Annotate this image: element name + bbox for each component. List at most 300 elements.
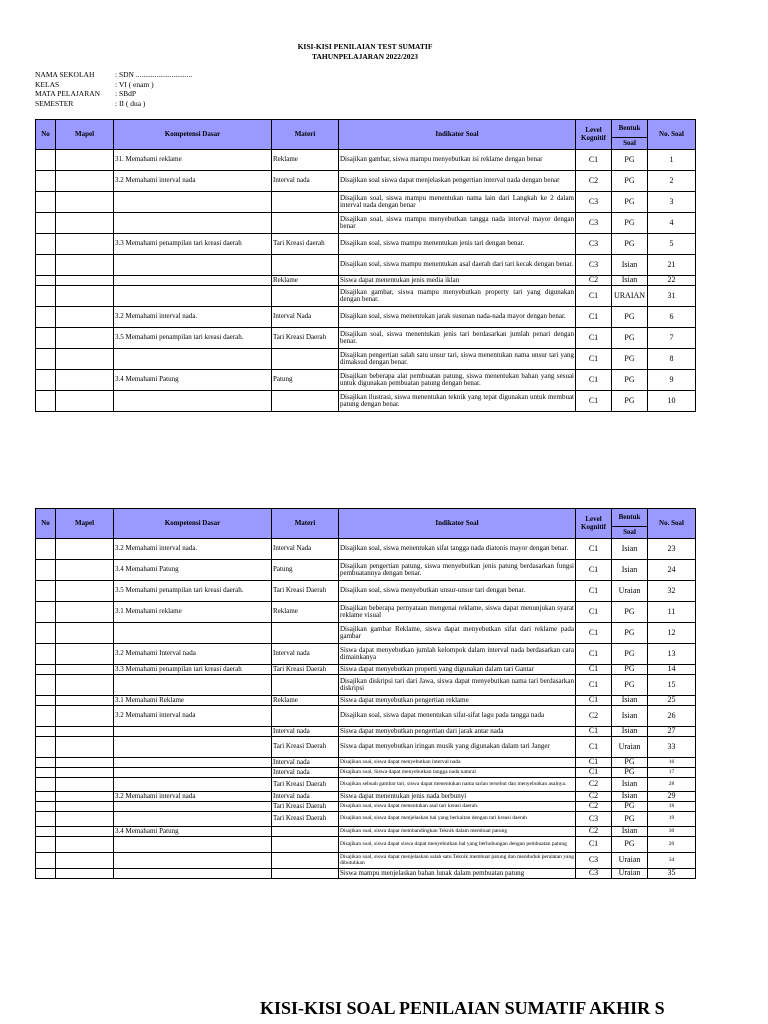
table-row: [36, 802, 696, 812]
indikator-cell: Disajikan gambar, siswa mampu menyebutkan property tari yang digunakan dengan benar.: [339, 286, 576, 307]
indikator-cell: Disajikan gambar Reklame, siswa dapat menyebutkan sifat dari reklame pada gambar: [339, 623, 576, 644]
kompetensi-dasar-cell: 3.2 Memahami interval nada.: [114, 539, 272, 560]
level-cell: C1: [576, 837, 612, 853]
materi-cell: Reklame: [272, 150, 339, 171]
mapel-cell: [56, 812, 114, 827]
kompetensi-dasar-cell: [114, 675, 272, 696]
materi-cell: Interval nada: [272, 644, 339, 665]
no-soal-cell: 2: [648, 171, 696, 192]
level-cell: C1: [576, 539, 612, 560]
bentuk-cell: Isian: [612, 792, 648, 802]
col-header-kompetensi-dasar: Kompetensi Dasar: [114, 509, 272, 539]
no-cell: [36, 276, 56, 286]
no-cell: [36, 768, 56, 778]
level-cell: C1: [576, 370, 612, 391]
mapel-cell: [56, 560, 114, 581]
level-cell: C3: [576, 213, 612, 234]
kompetensi-dasar-cell: [114, 869, 272, 879]
mapel-cell: [56, 869, 114, 879]
level-cell: C2: [576, 276, 612, 286]
materi-cell: [272, 213, 339, 234]
no-soal-cell: 9: [648, 370, 696, 391]
indikator-cell: Disajikan beberapa pernyataan mengenai reklame, siswa dapat menunjukan syarat reklame visual: [339, 602, 576, 623]
info-label: MATA PELAJARAN: [35, 89, 101, 99]
no-soal-cell: 7: [648, 328, 696, 349]
table-row: [36, 171, 696, 192]
indikator-cell: Disajikan soal, siswa dapat menjelaskan hal yang berkaitan dengan tari kreasi daerah: [339, 812, 576, 827]
info-value: : VI ( enam ): [115, 79, 154, 89]
kompetensi-dasar-cell: 3.1 Memahami reklame: [114, 602, 272, 623]
indikator-cell: Disajikan pengertian patung, siswa menyebutkan jenis patung berdasarkan fungsi pembuatannya dengan benar.: [339, 560, 576, 581]
table-row: [36, 213, 696, 234]
table-row: [36, 737, 696, 758]
kompetensi-dasar-cell: [114, 853, 272, 869]
table-row: [36, 581, 696, 602]
materi-cell: [272, 623, 339, 644]
materi-cell: [272, 349, 339, 370]
indikator-cell: Disajikan soal, siswa menentukan jenis tari berdasarkan jumlah penari dengan benar.: [339, 328, 576, 349]
mapel-cell: [56, 276, 114, 286]
no-soal-cell: 5: [648, 234, 696, 255]
bentuk-cell: Isian: [612, 727, 648, 737]
materi-cell: [272, 255, 339, 276]
kompetensi-dasar-cell: 3.4 Memahami Patung: [114, 827, 272, 837]
no-soal-cell: 10: [648, 391, 696, 412]
indikator-cell: Disajikan soal, siswa dapat menyebutkan interval nada: [339, 758, 576, 768]
indikator-cell: Disajikan soal siswa dapat menjelaskan pengertian interval nada dengan benar: [339, 171, 576, 192]
indikator-cell: Disajikan beberapa alat pembuatan patung, siswa menentukan bahan yang sesuai untuk digunakan pembuatan patung dengan benar.: [339, 370, 576, 391]
materi-cell: Reklame: [272, 602, 339, 623]
bentuk-cell: PG: [612, 349, 648, 370]
indikator-cell: Disajikan gambar, siswa mampu menyebutkan isi reklame dengan benar: [339, 150, 576, 171]
no-cell: [36, 837, 56, 853]
materi-cell: Tari Kreasi Daerah: [272, 778, 339, 792]
level-cell: C3: [576, 255, 612, 276]
no-soal-cell: 22: [648, 276, 696, 286]
level-cell: C2: [576, 171, 612, 192]
no-soal-cell: 3: [648, 192, 696, 213]
bentuk-cell: PG: [612, 192, 648, 213]
bentuk-cell: PG: [612, 370, 648, 391]
materi-cell: Tari Kreasi Daerah: [272, 737, 339, 758]
level-cell: C1: [576, 623, 612, 644]
info-row: [35, 89, 192, 99]
no-soal-cell: 1: [648, 150, 696, 171]
no-soal-cell: 33: [648, 737, 696, 758]
materi-cell: Tari Kreasi Daerah: [272, 802, 339, 812]
bentuk-cell: Isian: [612, 560, 648, 581]
info-label: NAMA SEKOLAH: [35, 70, 95, 79]
table-row: [36, 328, 696, 349]
table-row: [36, 560, 696, 581]
no-soal-cell: 16: [648, 758, 696, 768]
mapel-cell: [56, 696, 114, 706]
mapel-cell: [56, 778, 114, 792]
no-cell: [36, 778, 56, 792]
table-1-body: [36, 150, 696, 412]
table-row: [36, 602, 696, 623]
level-cell: C1: [576, 349, 612, 370]
table-row: [36, 853, 696, 869]
materi-cell: Reklame: [272, 276, 339, 286]
kompetensi-dasar-cell: [114, 778, 272, 792]
mapel-cell: [56, 837, 114, 853]
no-soal-cell: 15: [648, 675, 696, 696]
no-cell: [36, 853, 56, 869]
materi-cell: [272, 391, 339, 412]
level-cell: C1: [576, 737, 612, 758]
no-cell: [36, 727, 56, 737]
no-cell: [36, 792, 56, 802]
mapel-cell: [56, 853, 114, 869]
col-header-bentuk-soal: Soal: [612, 527, 648, 539]
table-row: [36, 391, 696, 412]
no-cell: [36, 675, 56, 696]
info-row: [35, 99, 192, 109]
bentuk-cell: PG: [612, 213, 648, 234]
table-row: [36, 192, 696, 213]
table-row: [36, 812, 696, 827]
level-cell: C1: [576, 768, 612, 778]
col-header-no: No: [36, 120, 56, 150]
no-cell: [36, 370, 56, 391]
table-row: [36, 869, 696, 879]
no-cell: [36, 255, 56, 276]
indikator-cell: Disajikan soal, Siswa dapat menyebutkan tangga nada natural: [339, 768, 576, 778]
indikator-cell: Siswa dapat menentukan jenis nada berbunyi: [339, 792, 576, 802]
bentuk-cell: PG: [612, 602, 648, 623]
kompetensi-dasar-cell: 3.4 Memahami Patung: [114, 370, 272, 391]
materi-cell: [272, 706, 339, 727]
mapel-cell: [56, 213, 114, 234]
level-cell: C1: [576, 727, 612, 737]
table-row: [36, 255, 696, 276]
table-row: [36, 827, 696, 837]
indikator-cell: Disajikan ilustrasi, siswa menentukan teknik yang tepat digunakan untuk membuat patung dengan benar.: [339, 391, 576, 412]
kompetensi-dasar-cell: [114, 737, 272, 758]
kompetensi-dasar-cell: 3.2 Memahami interval nada: [114, 706, 272, 727]
col-header-materi: Materi: [272, 509, 339, 539]
materi-cell: Tari Kreasi Daerah: [272, 812, 339, 827]
no-soal-cell: 29: [648, 792, 696, 802]
kompetensi-dasar-cell: [114, 286, 272, 307]
mapel-cell: [56, 349, 114, 370]
bentuk-cell: PG: [612, 665, 648, 675]
level-cell: C2: [576, 778, 612, 792]
indikator-cell: Disajikan soal, siswa dapat membandingkan Teknik dalam membuat patung: [339, 827, 576, 837]
kompetensi-dasar-cell: [114, 812, 272, 827]
level-cell: C3: [576, 853, 612, 869]
bentuk-cell: PG: [612, 802, 648, 812]
level-cell: C3: [576, 812, 612, 827]
kisi-kisi-table-1: [35, 119, 696, 412]
kisi-kisi-table-2: [35, 508, 696, 879]
materi-cell: [272, 853, 339, 869]
bentuk-cell: PG: [612, 391, 648, 412]
mapel-cell: [56, 665, 114, 675]
table-row: [36, 696, 696, 706]
table-row: [36, 768, 696, 778]
mapel-cell: [56, 602, 114, 623]
indikator-cell: Disajikan soal, siswa dapat siswa dapat menyebutkan hal yang berhubungan dengan pembuatan patung: [339, 837, 576, 853]
no-soal-cell: 32: [648, 581, 696, 602]
level-cell: C2: [576, 802, 612, 812]
no-cell: [36, 150, 56, 171]
bentuk-cell: PG: [612, 812, 648, 827]
bentuk-cell: PG: [612, 837, 648, 853]
col-header-mapel: Mapel: [56, 509, 114, 539]
level-cell: C1: [576, 391, 612, 412]
table-row: [36, 623, 696, 644]
materi-cell: Interval nada: [272, 171, 339, 192]
table-row: [36, 370, 696, 391]
level-cell: C2: [576, 827, 612, 837]
no-cell: [36, 623, 56, 644]
table-row: [36, 792, 696, 802]
indikator-cell: Disajikan soal, siswa dapat menentukan sifat-sifat lagu pada tangga nada: [339, 706, 576, 727]
level-cell: C1: [576, 150, 612, 171]
level-cell: C1: [576, 644, 612, 665]
col-header-indikator: Indikator Soal: [339, 120, 576, 150]
bentuk-cell: Isian: [612, 276, 648, 286]
materi-cell: [272, 869, 339, 879]
materi-cell: Interval Nada: [272, 539, 339, 560]
level-cell: C3: [576, 192, 612, 213]
kompetensi-dasar-cell: [114, 837, 272, 853]
table-row: [36, 758, 696, 768]
bentuk-cell: PG: [612, 675, 648, 696]
no-soal-cell: 13: [648, 644, 696, 665]
table-row: [36, 675, 696, 696]
col-header-indikator: Indikator Soal: [339, 509, 576, 539]
no-soal-cell: 8: [648, 349, 696, 370]
level-cell: C1: [576, 286, 612, 307]
mapel-cell: [56, 644, 114, 665]
bentuk-cell: PG: [612, 768, 648, 778]
bentuk-cell: Isian: [612, 778, 648, 792]
kompetensi-dasar-cell: 3.2 Memahami interval nada: [114, 792, 272, 802]
mapel-cell: [56, 802, 114, 812]
level-cell: C1: [576, 675, 612, 696]
materi-cell: Interval nada: [272, 792, 339, 802]
mapel-cell: [56, 737, 114, 758]
indikator-cell: Disajikan soal, siswa mampu menyebutkan tangga nada interval mayor dengan benar: [339, 213, 576, 234]
no-cell: [36, 758, 56, 768]
mapel-cell: [56, 827, 114, 837]
indikator-cell: Disajikan diskripsi tari dari Jawa, siswa dapat menyebutkan nama tari berdasarkan diskripsi: [339, 675, 576, 696]
no-soal-cell: 30: [648, 827, 696, 837]
mapel-cell: [56, 758, 114, 768]
indikator-cell: Siswa dapat menyebutkan iringan musik yang digunakan dalam tari Janger: [339, 737, 576, 758]
level-cell: C2: [576, 706, 612, 727]
table-row: [36, 276, 696, 286]
no-cell: [36, 812, 56, 827]
bentuk-cell: Isian: [612, 827, 648, 837]
materi-cell: [272, 675, 339, 696]
no-cell: [36, 286, 56, 307]
mapel-cell: [56, 539, 114, 560]
no-cell: [36, 802, 56, 812]
no-soal-cell: 20: [648, 837, 696, 853]
materi-cell: [272, 286, 339, 307]
table-row: [36, 644, 696, 665]
col-header-mapel: Mapel: [56, 120, 114, 150]
level-cell: C2: [576, 792, 612, 802]
kompetensi-dasar-cell: 3.3 Memahami penampilan tari kreasi daerah: [114, 665, 272, 675]
bentuk-cell: URAIAN: [612, 286, 648, 307]
mapel-cell: [56, 150, 114, 171]
mapel-cell: [56, 234, 114, 255]
no-cell: [36, 665, 56, 675]
no-soal-cell: 11: [648, 602, 696, 623]
indikator-cell: Disajikan soal, siswa menentukan sifat tangga nada diatonis mayor dengan benar.: [339, 539, 576, 560]
materi-cell: Reklame: [272, 696, 339, 706]
kompetensi-dasar-cell: [114, 276, 272, 286]
no-cell: [36, 539, 56, 560]
table-row: [36, 665, 696, 675]
no-soal-cell: 34: [648, 853, 696, 869]
next-page-title: KISI-KISI SOAL PENILAIAN SUMATIF AKHIR S: [260, 998, 665, 1018]
kompetensi-dasar-cell: [114, 349, 272, 370]
no-cell: [36, 737, 56, 758]
no-soal-cell: 19: [648, 812, 696, 827]
materi-cell: [272, 827, 339, 837]
kompetensi-dasar-cell: [114, 213, 272, 234]
mapel-cell: [56, 307, 114, 328]
doc-title: KISI-KISI PENILAIAN TEST SUMATIF: [297, 42, 433, 51]
mapel-cell: [56, 391, 114, 412]
no-cell: [36, 328, 56, 349]
bentuk-cell: Uraian: [612, 853, 648, 869]
info-value: : II ( dua ): [115, 98, 146, 108]
bentuk-cell: PG: [612, 234, 648, 255]
table-row: [36, 539, 696, 560]
materi-cell: Patung: [272, 370, 339, 391]
no-soal-cell: 23: [648, 539, 696, 560]
mapel-cell: [56, 623, 114, 644]
no-soal-cell: 14: [648, 665, 696, 675]
no-soal-cell: 25: [648, 696, 696, 706]
mapel-cell: [56, 675, 114, 696]
indikator-cell: Siswa dapat menyebutkan jumlah kelompok dalam interval nada berdasarkan cara dimainkanya: [339, 644, 576, 665]
no-cell: [36, 644, 56, 665]
bentuk-cell: PG: [612, 758, 648, 768]
bentuk-cell: PG: [612, 150, 648, 171]
no-cell: [36, 213, 56, 234]
no-cell: [36, 581, 56, 602]
kompetensi-dasar-cell: 3.2 Memahami interval nada.: [114, 307, 272, 328]
indikator-cell: Siswa dapat menyebutkan properti yang digunakan dalam tari Gantar: [339, 665, 576, 675]
info-row: [35, 80, 192, 90]
level-cell: C1: [576, 307, 612, 328]
kompetensi-dasar-cell: [114, 623, 272, 644]
table-row: [36, 150, 696, 171]
no-soal-cell: 18: [648, 802, 696, 812]
bentuk-cell: Isian: [612, 706, 648, 727]
mapel-cell: [56, 328, 114, 349]
bentuk-cell: Uraian: [612, 581, 648, 602]
no-soal-cell: 24: [648, 560, 696, 581]
level-cell: C1: [576, 696, 612, 706]
indikator-cell: Disajikan soal, siswa menyebutkan unsur-unsur tari dengan benar.: [339, 581, 576, 602]
kompetensi-dasar-cell: [114, 768, 272, 778]
col-header-bentuk-soal: Soal: [612, 138, 648, 150]
kompetensi-dasar-cell: 3.3 Memahami penampilan tari kreasi daerah: [114, 234, 272, 255]
bentuk-cell: PG: [612, 623, 648, 644]
bentuk-cell: Isian: [612, 539, 648, 560]
mapel-cell: [56, 192, 114, 213]
bentuk-cell: PG: [612, 307, 648, 328]
info-value: : SDN ..............................: [115, 70, 193, 79]
no-soal-cell: 17: [648, 768, 696, 778]
indikator-cell: Disajikan pengertian salah satu unsur tari, siswa menentukan nama unsur tari yang dimaksud dengan benar.: [339, 349, 576, 370]
bentuk-cell: Uraian: [612, 737, 648, 758]
table-row: [36, 706, 696, 727]
kompetensi-dasar-cell: [114, 727, 272, 737]
kompetensi-dasar-cell: 3.5 Memahami penampilan tari kreasi daerah.: [114, 581, 272, 602]
col-header-no-soal: No. Soal: [648, 509, 696, 539]
indikator-cell: Siswa mampu menjelaskan bahan lunak dalam pembuatan patung: [339, 869, 576, 879]
col-header-bentuk: Bentuk: [612, 509, 648, 527]
materi-cell: Patung: [272, 560, 339, 581]
col-header-level: Level Kognitif: [576, 509, 612, 539]
no-cell: [36, 602, 56, 623]
mapel-cell: [56, 255, 114, 276]
bentuk-cell: Uraian: [612, 869, 648, 879]
table-row: [36, 286, 696, 307]
indikator-cell: Siswa dapat menentukan jenis media iklan: [339, 276, 576, 286]
mapel-cell: [56, 727, 114, 737]
no-soal-cell: 27: [648, 727, 696, 737]
indikator-cell: Disajikan soal, siswa menentukan jarak susunan nada-nada mayor dengan benar.: [339, 307, 576, 328]
kompetensi-dasar-cell: 3.2 Memahami interval nada: [114, 171, 272, 192]
table-row: [36, 778, 696, 792]
col-header-no-soal: No. Soal: [648, 120, 696, 150]
indikator-cell: Disajikan soal, siswa dapat menentukan asal tari kreasi daerah.: [339, 802, 576, 812]
no-cell: [36, 192, 56, 213]
kompetensi-dasar-cell: [114, 758, 272, 768]
level-cell: C1: [576, 665, 612, 675]
indikator-cell: Disajikan soal, siswa mampu menentukan jenis tari dengan benar.: [339, 234, 576, 255]
col-header-materi: Materi: [272, 120, 339, 150]
table-row: [36, 307, 696, 328]
indikator-cell: Siswa dapat menyebutkan pengertian reklame: [339, 696, 576, 706]
level-cell: C3: [576, 869, 612, 879]
no-soal-cell: 28: [648, 778, 696, 792]
bentuk-cell: Isian: [612, 255, 648, 276]
no-soal-cell: 6: [648, 307, 696, 328]
materi-cell: Interval Nada: [272, 307, 339, 328]
kompetensi-dasar-cell: [114, 192, 272, 213]
doc-subtitle: TAHUNPELAJARAN 2022/2023: [312, 52, 418, 61]
no-soal-cell: 35: [648, 869, 696, 879]
kompetensi-dasar-cell: 3.2 Memahami Interval nada: [114, 644, 272, 665]
level-cell: C1: [576, 602, 612, 623]
indikator-cell: Disajikan soal, siswa mampu menentukan asal daerah dari tari kecak dengan benar.: [339, 255, 576, 276]
table-row: [36, 727, 696, 737]
bentuk-cell: PG: [612, 644, 648, 665]
materi-cell: Interval nada: [272, 758, 339, 768]
indikator-cell: Disajikan soal, siswa mampu menentukan nama lain dari Langkah ke 2 dalam interval nada dengan benar: [339, 192, 576, 213]
no-cell: [36, 869, 56, 879]
level-cell: C1: [576, 328, 612, 349]
indikator-cell: Disajikan soal, siswa dapat menjelaskan salah satu Teknik membuat patung dan menduduk peralatan yang dibutuhkan: [339, 853, 576, 869]
mapel-cell: [56, 768, 114, 778]
kompetensi-dasar-cell: [114, 391, 272, 412]
table-row: [36, 349, 696, 370]
no-cell: [36, 696, 56, 706]
materi-cell: Tari Kreasi Daerah: [272, 665, 339, 675]
